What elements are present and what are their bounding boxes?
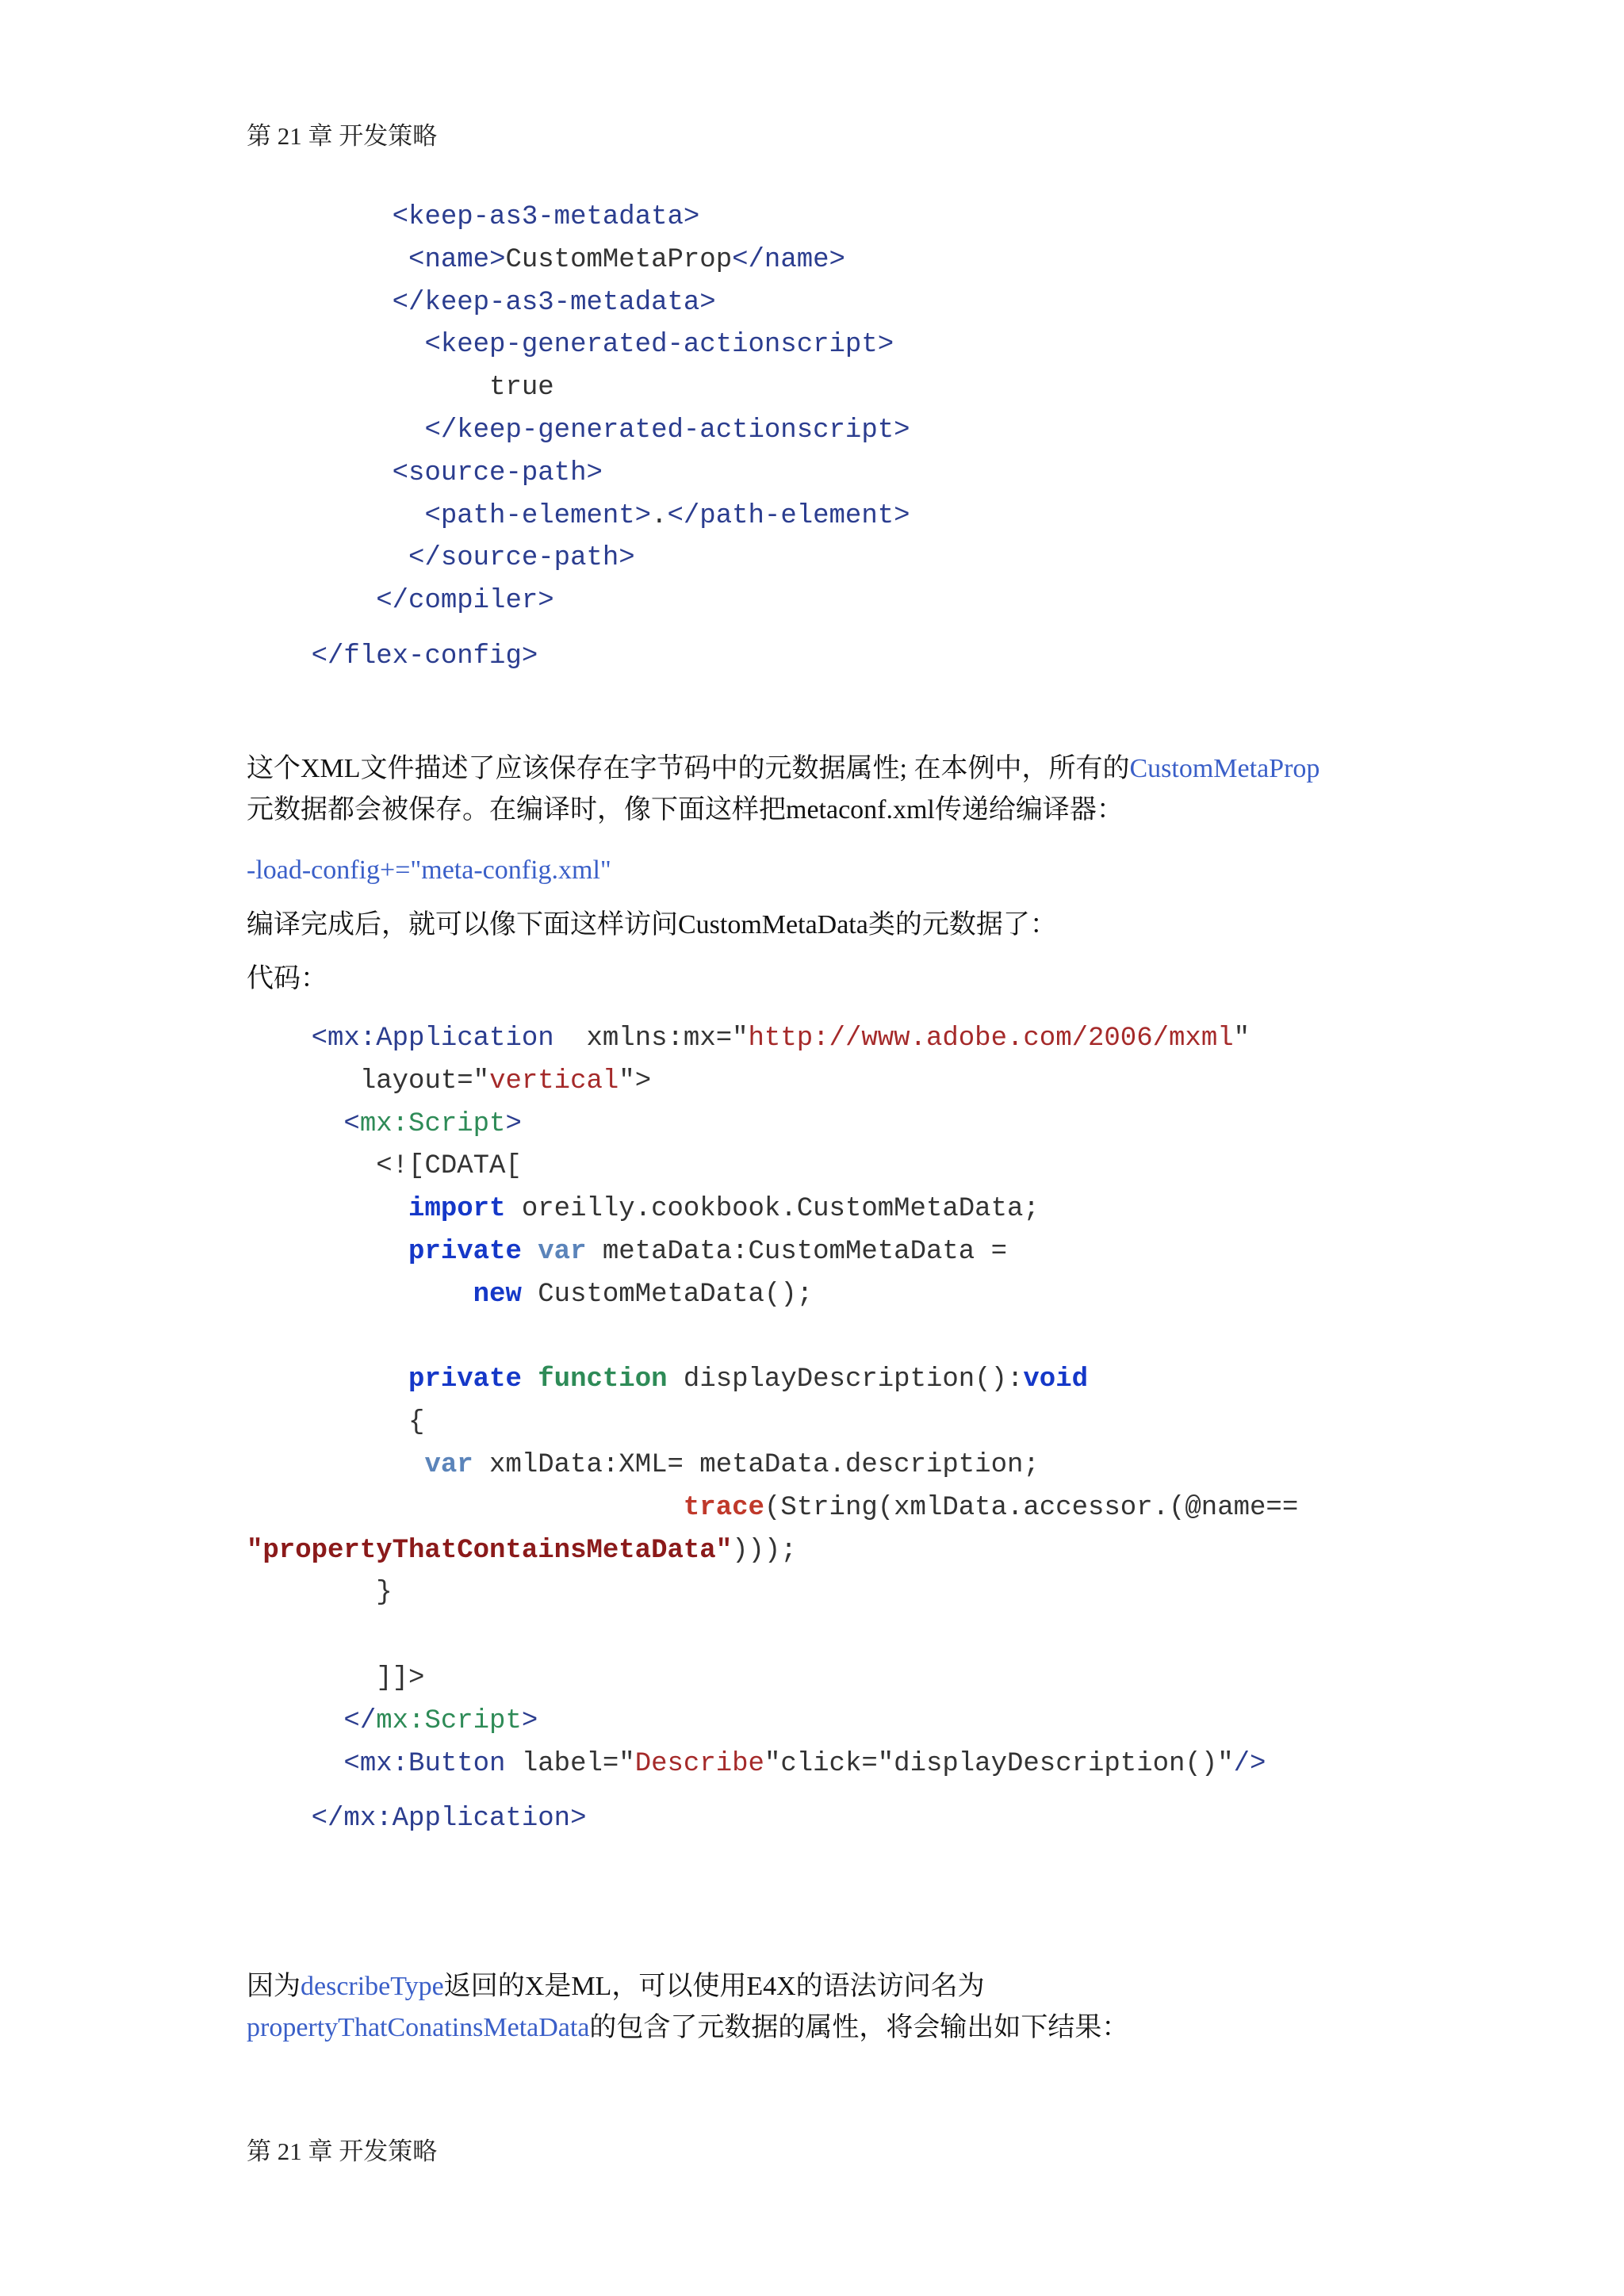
code-string: "propertyThatContainsMetaData" bbox=[247, 1535, 733, 1566]
paragraph-text: 因为 bbox=[247, 1972, 301, 2001]
code-attr-value: vertical bbox=[489, 1066, 619, 1096]
page-header: 第 21 章 开发策略 bbox=[247, 122, 438, 150]
code-keyword: function bbox=[538, 1364, 668, 1395]
code-line: <name> bbox=[408, 244, 506, 275]
code-text: metaData:CustomMetaData = bbox=[586, 1236, 1007, 1267]
code-keyword: private bbox=[408, 1364, 522, 1395]
page-footer-header: 第 21 章 开发策略 bbox=[247, 2137, 438, 2165]
code-text: displayDescription(): bbox=[667, 1364, 1024, 1395]
code-keyword: trace bbox=[683, 1492, 764, 1523]
code-keyword: void bbox=[1023, 1364, 1089, 1395]
paragraph-text: 元数据都会被保存。在编译时，像下面这样把metaconf.xml传递给编译器： bbox=[247, 795, 1124, 825]
paragraph-xml-description bbox=[247, 748, 1381, 831]
code-label: 代码： bbox=[247, 964, 327, 993]
code-tag-inner: mx:Script bbox=[376, 1705, 522, 1736]
code-text: (String(xmlData.accessor.(@name== bbox=[764, 1492, 1299, 1523]
code-text: CustomMetaData(); bbox=[521, 1279, 814, 1310]
code-attr: "click="displayDescription()" bbox=[764, 1748, 1234, 1779]
code-tag: </mx:Application> bbox=[311, 1804, 587, 1835]
code-punct: " bbox=[1233, 1024, 1251, 1054]
code-tag: </mx:Script> bbox=[343, 1705, 538, 1736]
code-keyword: var bbox=[538, 1236, 587, 1267]
paragraph-describe-type bbox=[247, 1966, 1381, 2049]
code-line: </keep-as3-metadata> bbox=[392, 287, 716, 318]
code-keyword: var bbox=[424, 1449, 473, 1480]
code-punct: ))); bbox=[732, 1535, 797, 1566]
code-cdata: <![CDATA[ bbox=[376, 1151, 522, 1182]
code-line: <keep-generated-actionscript> bbox=[424, 330, 894, 361]
code-line: <source-path> bbox=[392, 457, 603, 488]
code-text: xmlData:XML= metaData.description; bbox=[473, 1449, 1040, 1480]
code-tag: <mx:Application bbox=[311, 1024, 554, 1054]
code-keyword: private bbox=[408, 1236, 522, 1267]
code-line: <keep-as3-metadata> bbox=[392, 202, 700, 232]
compiler-option-link[interactable]: -load-config+="meta-config.xml" bbox=[247, 855, 611, 885]
paragraph-text: 返回的X是ML，可以使用E4X的语法访问名为 bbox=[443, 1972, 985, 2001]
paragraph-text: 的包含了元数据的属性，将会输出如下结果： bbox=[589, 2013, 1129, 2042]
code-tag: <mx:Script> bbox=[343, 1108, 522, 1139]
code-line: </path-element> bbox=[667, 500, 910, 531]
code-line: </source-path> bbox=[408, 543, 635, 574]
paragraph-access-metadata: 编译完成后，就可以像下面这样访问CustomMetaData类的元数据了： bbox=[247, 910, 1057, 939]
code-attr: label=" bbox=[505, 1748, 635, 1779]
mxml-code-block bbox=[247, 1018, 1298, 1841]
code-text: true bbox=[489, 373, 554, 404]
code-line: <path-element> bbox=[424, 500, 652, 531]
code-cdata: ]]> bbox=[376, 1663, 425, 1693]
code-attr: xmlns:mx=" bbox=[553, 1024, 749, 1054]
code-line: </name> bbox=[732, 244, 845, 275]
code-tag: <mx:Button bbox=[343, 1748, 506, 1779]
compiler-option bbox=[247, 850, 1381, 891]
xml-code-block bbox=[247, 197, 910, 679]
code-line: </flex-config> bbox=[311, 641, 538, 672]
code-punct: } bbox=[376, 1578, 393, 1609]
code-attr: layout=" bbox=[359, 1066, 490, 1096]
code-line: </compiler> bbox=[376, 586, 554, 617]
code-text: oreilly.cookbook.CustomMetaData; bbox=[505, 1194, 1040, 1225]
code-punct: { bbox=[408, 1407, 425, 1438]
code-attr-value: http://www.adobe.com/2006/mxml bbox=[748, 1024, 1234, 1054]
code-line: </keep-generated-actionscript> bbox=[424, 415, 910, 446]
link-custommetaprop[interactable]: CustomMetaProp bbox=[1129, 754, 1320, 783]
code-tag: /> bbox=[1233, 1748, 1266, 1779]
code-punct: "> bbox=[619, 1066, 652, 1096]
code-text: . bbox=[651, 500, 668, 531]
code-tag-inner: mx:Script bbox=[359, 1108, 506, 1139]
code-keyword: import bbox=[408, 1194, 506, 1225]
code-keyword: new bbox=[473, 1279, 522, 1310]
link-property-name[interactable]: propertyThatConatinsMetaData bbox=[247, 2013, 590, 2042]
code-attr-value: Describe bbox=[634, 1748, 764, 1779]
code-text: CustomMetaProp bbox=[505, 244, 733, 275]
paragraph-text: 这个XML文件描述了应该保存在字节码中的元数据属性; 在本例中，所有的 bbox=[247, 754, 1130, 783]
link-describetype[interactable]: describeType bbox=[301, 1972, 444, 2001]
